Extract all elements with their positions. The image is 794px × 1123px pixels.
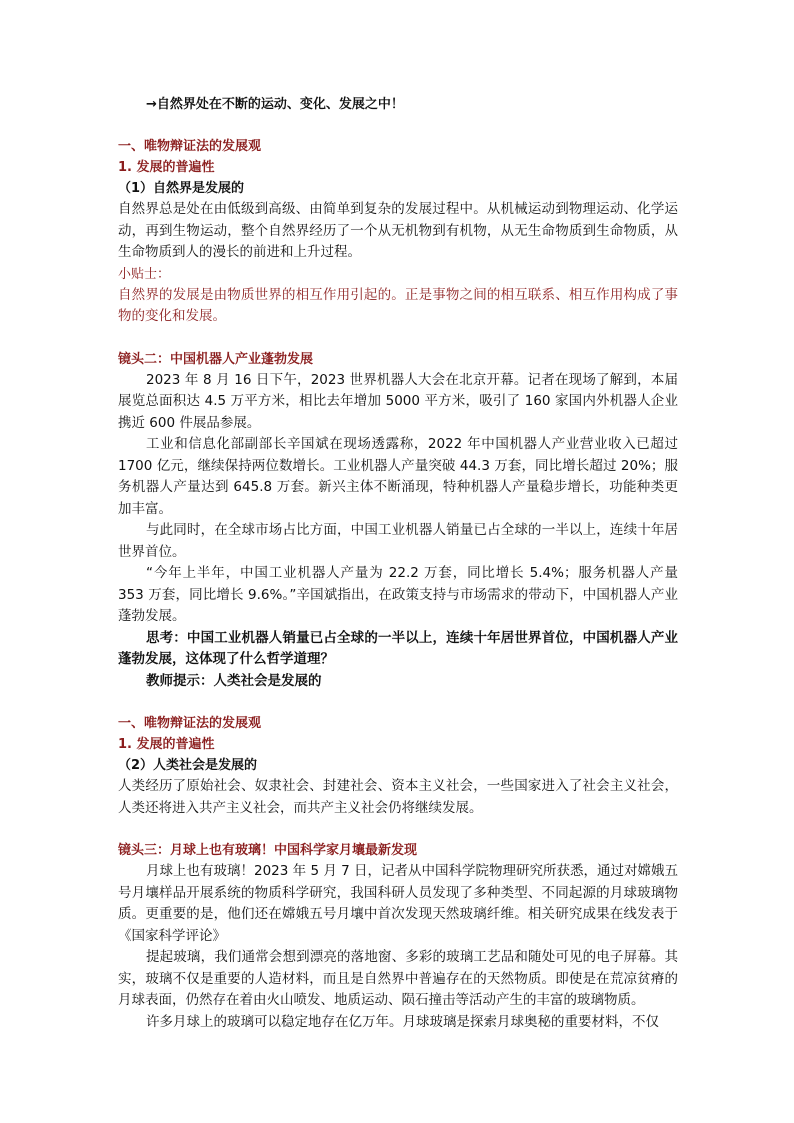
lens2-paragraph-3: 与此同时，在全球市场占比方面，中国工业机器人销量已占全球的一半以上，连续十年居世界首位。 (118, 522, 678, 560)
document-page (118, 90, 678, 1033)
section2-body: 人类经历了原始社会、奴隶社会、封建社会、资本主义社会，一些国家进入了社会主义社会，人类还将进入共产主义社会，而共产主义社会仍将继续发展。 (118, 778, 678, 816)
section1-item: （1）自然界是发展的 (118, 181, 245, 196)
lens2-paragraph-2: 工业和信息化部副部长辛国斌在现场透露称，2022 年中国机器人产业营业收入已超过 1700 亿元，继续保持两位数增长。工业机器人产量突破 44.3 万套，同比增长超过 20%；服务机器人产量达到 645.8 万套。新兴主体不断涌现，特种机器人产量稳步增长，功能种类更加丰富。 (118, 436, 678, 517)
lens3-paragraph-2: 提起玻璃，我们通常会想到漂亮的落地窗、多彩的玻璃工艺品和随处可见的电子屏幕。其实，玻璃不仅是重要的人造材料，而且是自然界中普遍存在的天然物质。即使是在荒凉贫瘠的月球表面，仍然存在着由火山喷发、地质运动、陨石撞击等活动产生的丰富的玻璃物质。 (118, 949, 678, 1008)
lens3-paragraph-1: 月球上也有玻璃！2023 年 5 月 7 日，记者从中国科学院物理研究所获悉，通过对嫦娥五号月壤样品开展系统的物质科学研究，我国科研人员发现了多种类型、不同起源的月球玻璃物质。更重要的是，他们还在嫦娥五号月壤中首次发现天然玻璃纤维。相关研究成果在线发表于《国家科学评论》 (118, 863, 678, 944)
section2-subheading: 1. 发展的普遍性 (118, 737, 215, 752)
lens2-hint: 教师提示：人类社会是发展的 (146, 672, 322, 689)
section1-heading: 一、唯物辩证法的发展观 (118, 139, 262, 154)
section2-heading: 一、唯物辩证法的发展观 (118, 716, 262, 731)
intro-line: →自然界处在不断的运动、变化、发展之中！ (146, 97, 404, 112)
section2-item: （2）人类社会是发展的 (118, 758, 258, 773)
tip-label: 小贴士： (118, 266, 171, 282)
lens2-paragraph-4: “今年上半年，中国工业机器人产量为 22.2 万套，同比增长 5.4%；服务机器人产量 353 万套，同比增长 9.6%。”辛国斌指出，在政策支持与市场需求的带动下，中国机器人产业蓬勃发展。 (118, 565, 678, 624)
section1-subheading: 1. 发展的普遍性 (118, 160, 215, 175)
lens2-think: 思考：中国工业机器人销量已占全球的一半以上，连续十年居世界首位，中国机器人产业蓬勃发展，这体现了什么哲学道理？ (118, 629, 678, 667)
lens3-heading: 镜头三：月球上也有玻璃！中国科学家月壤最新发现 (118, 843, 418, 858)
lens2-heading: 镜头二：中国机器人产业蓬勃发展 (118, 351, 314, 367)
tip-body: 自然界的发展是由物质世界的相互作用引起的。正是事物之间的相互联系、相互作用构成了事物的变化和发展。 (118, 286, 678, 324)
lens2-paragraph-1: 2023 年 8 月 16 日下午，2023 世界机器人大会在北京开幕。记者在现场了解到，本届展览总面积达 4.5 万平方米，相比去年增加 5000 平方米，吸引了 160 家国内外机器人企业携近 600 件展品参展。 (118, 371, 678, 431)
section1-body: 自然界总是处在由低级到高级、由简单到复杂的发展过程中。从机械运动到物理运动、化学运动，再到生物运动，整个自然界经历了一个从无机物到有机物，从无生命物质到生命物质，从生命物质到人的漫长的前进和上升过程。 (118, 201, 678, 260)
lens3-paragraph-3: 许多月球上的玻璃可以稳定地存在亿万年。月球玻璃是探索月球奥秘的重要材料，不仅 (146, 1013, 659, 1030)
